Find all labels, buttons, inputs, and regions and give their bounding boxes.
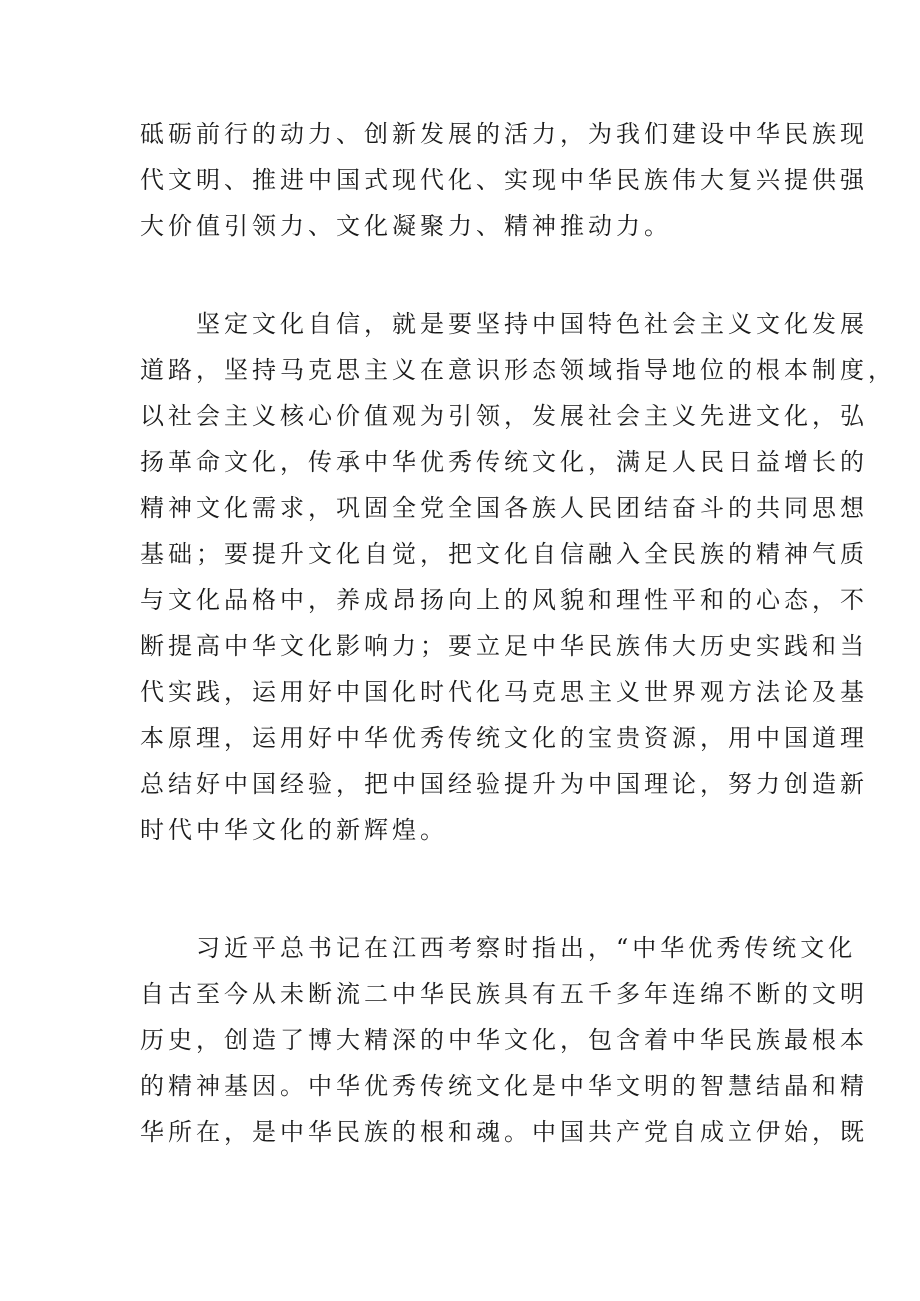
paragraph-3 (140, 925, 868, 1155)
paragraph-line: 本原理，运用好中华优秀传统文化的宝贵资源，用中国道理 (140, 724, 868, 752)
paragraph-line: 与文化品格中，养成昂扬向上的风貌和理性平和的心态，不 (140, 586, 868, 614)
paragraph-line: 断提高中华文化影响力；要立足中华民族伟大历史实践和当 (140, 632, 868, 660)
paragraph-line: 基础；要提升文化自觉，把文化自信融入全民族的精神气质 (140, 540, 868, 568)
paragraph-line: 代实践，运用好中国化时代化马克思主义世界观方法论及基 (140, 678, 868, 706)
paragraph-line: 时代中华文化的新辉煌。 (140, 816, 448, 844)
paragraph-line: 砥砺前行的动力、创新发展的活力，为我们建设中华民族现 (140, 120, 868, 148)
paragraph-line: 坚定文化自信，就是要坚持中国特色社会主义文化发展 (196, 310, 868, 338)
paragraph-line: 道路，坚持马克思主义在意识形态领域指导地位的根本制度， (140, 356, 896, 384)
paragraph-line: 习近平总书记在江西考察时指出，“中华优秀传统文化 (196, 934, 857, 962)
paragraph-line: 扬革命文化，传承中华优秀传统文化，满足人民日益增长的 (140, 448, 868, 476)
paragraph-line: 自古至今从未断流二中华民族具有五千多年连绵不断的文明 (140, 980, 868, 1008)
paragraph-line: 以社会主义核心价值观为引领，发展社会主义先进文化，弘 (140, 402, 868, 430)
paragraph-line: 总结好中国经验，把中国经验提升为中国理论，努力创造新 (140, 770, 868, 798)
paragraph-line: 历史，创造了博大精深的中华文化，包含着中华民族最根本 (140, 1026, 868, 1054)
paragraph-line: 代文明、推进中国式现代化、实现中华民族伟大复兴提供强 (140, 166, 868, 194)
paragraph-line: 精神文化需求，巩固全党全国各族人民团结奋斗的共同思想 (140, 494, 868, 522)
paragraph-2 (140, 301, 896, 853)
paragraph-line: 华所在，是中华民族的根和魂。中国共产党自成立伊始，既 (140, 1118, 868, 1146)
paragraph-line: 的精神基因。中华优秀传统文化是中华文明的智慧结晶和精 (140, 1072, 868, 1100)
paragraph-line: 大价值引领力、文化凝聚力、精神推动力。 (140, 212, 672, 240)
paragraph-1 (140, 111, 868, 249)
